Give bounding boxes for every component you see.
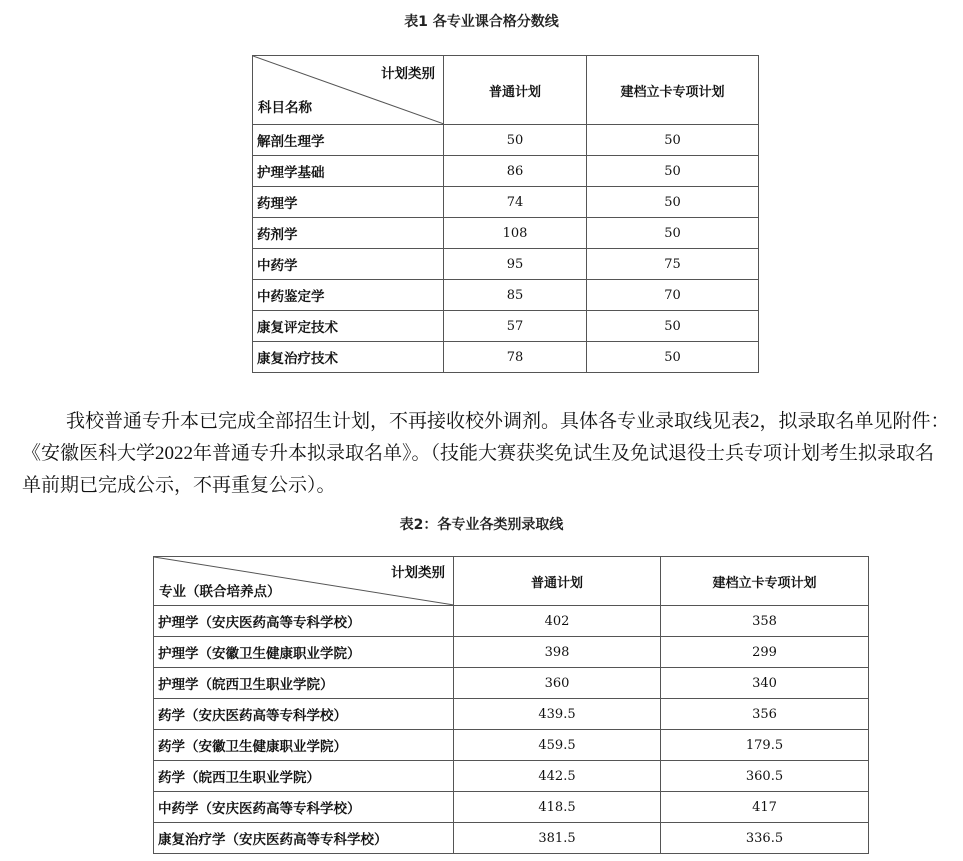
table1-diagonal-header-cell — [253, 56, 444, 125]
special-score: 340 — [661, 668, 869, 699]
regular-score: 85 — [444, 280, 587, 311]
subject-name: 护理学基础 — [253, 156, 444, 187]
regular-score: 442.5 — [454, 761, 661, 792]
special-score: 50 — [587, 156, 759, 187]
table2-header-row — [154, 557, 869, 606]
subject-name: 药理学 — [253, 187, 444, 218]
table1-col-header-special: 建档立卡专项计划 — [587, 56, 759, 125]
subject-name: 药剂学 — [253, 218, 444, 249]
table-row — [154, 792, 869, 823]
table2-col-header-regular: 普通计划 — [454, 557, 661, 606]
major-name: 护理学（安徽卫生健康职业学院） — [154, 637, 454, 668]
special-score: 50 — [587, 187, 759, 218]
table-row — [253, 249, 759, 280]
regular-score: 439.5 — [454, 699, 661, 730]
admission-notice-text: 我校普通专升本已完成全部招生计划，不再接收校外调剂。具体各专业录取线见表2，拟录取名单见附件：《安徽医科大学2022年普通专升本拟录取名单》。（技能大赛获奖免试生及免试退役士兵专项计划考生拟录取名单前期已完成公示，不再重复公示）。 — [22, 411, 950, 496]
subject-name: 康复治疗技术 — [253, 342, 444, 373]
table-row — [253, 311, 759, 342]
major-name: 护理学（皖西卫生职业学院） — [154, 668, 454, 699]
subject-name: 中药鉴定学 — [253, 280, 444, 311]
table-row — [154, 606, 869, 637]
major-name: 康复治疗学（安庆医药高等专科学校） — [154, 823, 454, 854]
major-name: 药学（安徽卫生健康职业学院） — [154, 730, 454, 761]
table-row — [154, 637, 869, 668]
regular-score: 74 — [444, 187, 587, 218]
table-row — [253, 342, 759, 373]
table2-diagonal-header-cell — [154, 557, 454, 606]
major-name: 药学（安庆医药高等专科学校） — [154, 699, 454, 730]
special-score: 50 — [587, 125, 759, 156]
subject-name: 康复评定技术 — [253, 311, 444, 342]
special-score: 75 — [587, 249, 759, 280]
table2-diag-top-label: 计划类别 — [391, 565, 445, 581]
special-score: 360.5 — [661, 761, 869, 792]
special-score: 358 — [661, 606, 869, 637]
major-name: 中药学（安庆医药高等专科学校） — [154, 792, 454, 823]
special-score: 179.5 — [661, 730, 869, 761]
table-row — [154, 823, 869, 854]
table1-diag-bottom-label: 科目名称 — [258, 100, 312, 116]
regular-score: 86 — [444, 156, 587, 187]
table-row — [253, 156, 759, 187]
regular-score: 95 — [444, 249, 587, 280]
admission-notice-paragraph — [22, 406, 952, 502]
subject-name: 中药学 — [253, 249, 444, 280]
table1-pass-scores — [252, 55, 759, 373]
special-score: 299 — [661, 637, 869, 668]
major-name: 护理学（安庆医药高等专科学校） — [154, 606, 454, 637]
major-name: 药学（皖西卫生职业学院） — [154, 761, 454, 792]
table2-admission-scores — [153, 556, 869, 854]
table2-col-header-special: 建档立卡专项计划 — [661, 557, 869, 606]
table-row — [253, 125, 759, 156]
table1-diag-top-label: 计划类别 — [381, 66, 435, 82]
regular-score: 402 — [454, 606, 661, 637]
special-score: 70 — [587, 280, 759, 311]
regular-score: 418.5 — [454, 792, 661, 823]
table-row — [154, 761, 869, 792]
regular-score: 78 — [444, 342, 587, 373]
regular-score: 360 — [454, 668, 661, 699]
special-score: 417 — [661, 792, 869, 823]
special-score: 50 — [587, 218, 759, 249]
regular-score: 57 — [444, 311, 587, 342]
regular-score: 50 — [444, 125, 587, 156]
table-row — [253, 218, 759, 249]
regular-score: 398 — [454, 637, 661, 668]
regular-score: 459.5 — [454, 730, 661, 761]
table-row — [154, 699, 869, 730]
special-score: 356 — [661, 699, 869, 730]
table1-col-header-regular: 普通计划 — [444, 56, 587, 125]
subject-name: 解剖生理学 — [253, 125, 444, 156]
table-row — [253, 280, 759, 311]
regular-score: 108 — [444, 218, 587, 249]
special-score: 336.5 — [661, 823, 869, 854]
table-row — [253, 187, 759, 218]
special-score: 50 — [587, 342, 759, 373]
table2-title: 表2：各专业各类别录取线 — [399, 517, 564, 533]
regular-score: 381.5 — [454, 823, 661, 854]
table-row — [154, 730, 869, 761]
table2-diag-bottom-label: 专业（联合培养点） — [159, 584, 281, 600]
table1-header-row — [253, 56, 759, 125]
table1-title: 表1 各专业课合格分数线 — [404, 14, 559, 30]
special-score: 50 — [587, 311, 759, 342]
table-row — [154, 668, 869, 699]
